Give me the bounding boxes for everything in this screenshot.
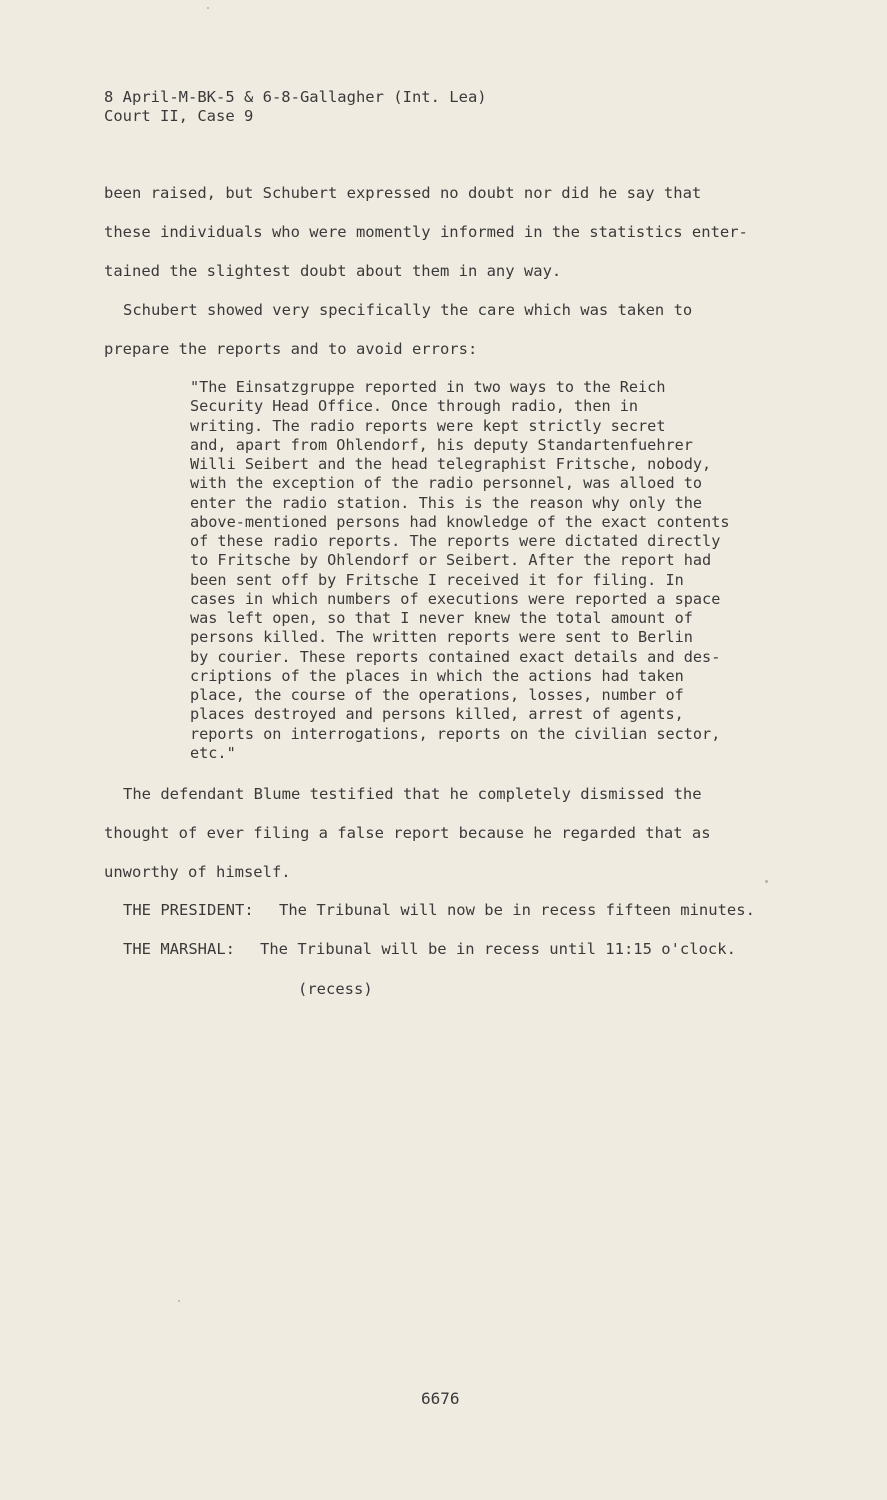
header-line-1: 8 April-M-BK-5 & 6-8-Gallagher (Int. Lea) [104,88,487,106]
paper-speck [178,1300,180,1302]
quote-line: place, the course of the operations, losses, number of [190,686,684,704]
quote-line: Security Head Office. Once through radio, then in [190,397,639,415]
text-line: unworthy of himself. [104,863,291,881]
speaker-president: THE PRESIDENT: [123,901,254,919]
quote-line: been sent off by Fritsche I received it for filing. In [190,571,684,589]
header-line-2: Court II, Case 9 [104,107,254,125]
text-line: thought of ever filing a false report because he regarded that as [104,824,711,842]
quote-line: enter the radio station. This is the reason why only the [190,494,703,512]
text-line: prepare the reports and to avoid errors: [104,340,478,358]
quote-line: persons killed. The written reports were sent to Berlin [190,628,693,646]
speaker-marshal: THE MARSHAL: [123,940,235,958]
quote-line: reports on interrogations, reports on the civilian sector, [190,725,721,743]
paper-speck [207,7,209,9]
quote-line: above-mentioned persons had knowledge of the exact contents [190,513,730,531]
recess-note: (recess) [298,980,373,998]
quote-line: etc." [190,744,236,762]
quote-line: to Fritsche by Ohlendorf or Seibert. After the report had [190,551,712,569]
quote-line: places destroyed and persons killed, arrest of agents, [190,705,684,723]
marshal-text: The Tribunal will be in recess until 11:15 o'clock. [260,940,736,958]
quote-line: and, apart from Ohlendorf, his deputy Standartenfuehrer [190,436,693,454]
quote-line: Willi Seibert and the head telegraphist Fritsche, nobody, [190,455,712,473]
quote-line: by courier. These reports contained exact details and des- [190,648,721,666]
president-text: The Tribunal will now be in recess fifteen minutes. [279,901,755,919]
text-line: The defendant Blume testified that he completely dismissed the [123,785,702,803]
quote-line: was left open, so that I never knew the total amount of [190,609,693,627]
quote-line: with the exception of the radio personnel, was alloed to [190,474,703,492]
text-line: been raised, but Schubert expressed no doubt nor did he say that [104,184,702,202]
quote-line: cases in which numbers of executions were reported a space [190,590,721,608]
text-line: tained the slightest doubt about them in any way. [104,262,562,280]
quote-line: criptions of the places in which the actions had taken [190,667,684,685]
paper-speck [765,880,768,883]
text-line: Schubert showed very specifically the care which was taken to [123,301,693,319]
quote-line: writing. The radio reports were kept strictly secret [190,417,666,435]
text-line: these individuals who were momently informed in the statistics enter- [104,223,748,241]
quote-line: "The Einsatzgruppe reported in two ways to the Reich [190,378,666,396]
quote-line: of these radio reports. The reports were dictated directly [190,532,721,550]
page-number: 6676 [421,1389,460,1408]
